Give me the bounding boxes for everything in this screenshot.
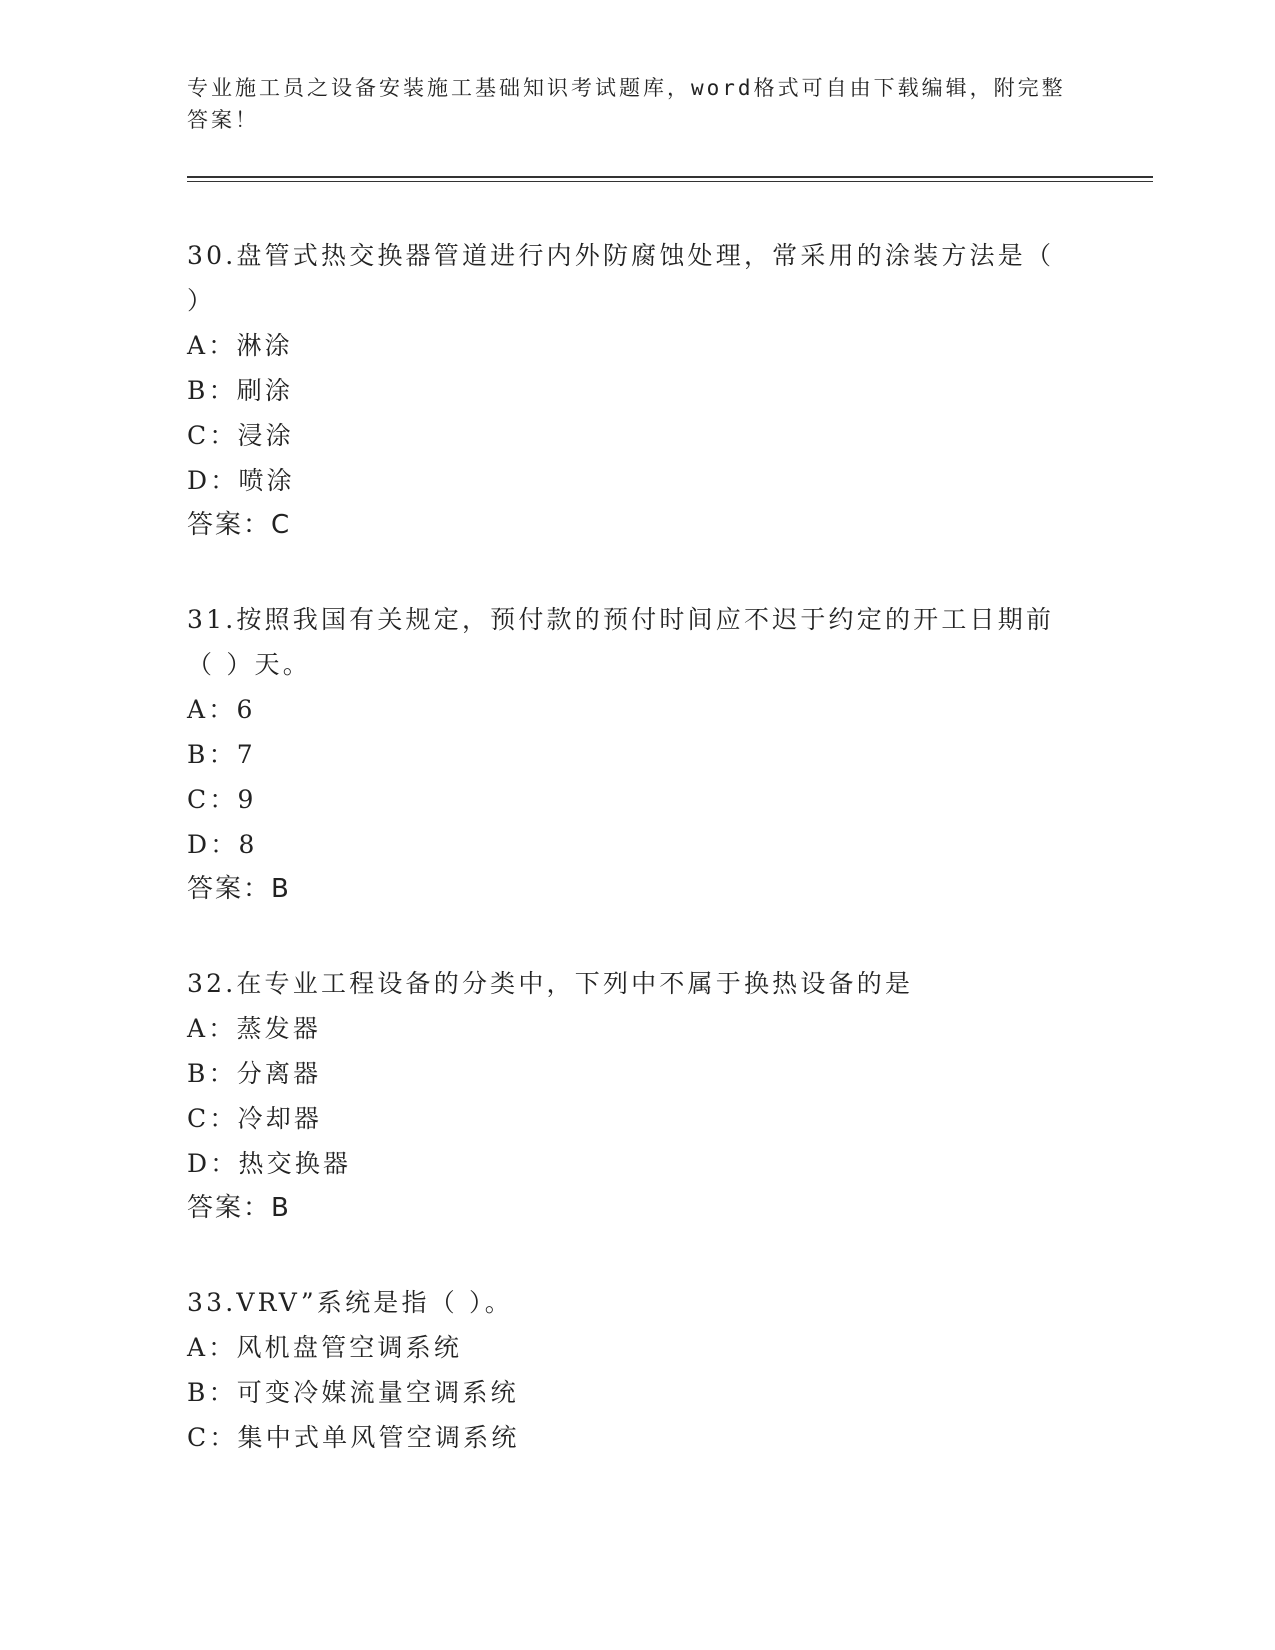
question-31 bbox=[187, 597, 1067, 912]
option-label: D： bbox=[187, 466, 239, 495]
option-value: 蒸发器 bbox=[236, 1014, 322, 1043]
answer: 答案：B bbox=[187, 1193, 291, 1223]
option-value: 9 bbox=[237, 785, 257, 814]
option-label: B： bbox=[187, 740, 237, 769]
option-label: D： bbox=[187, 830, 239, 859]
option-a bbox=[187, 1006, 1067, 1051]
option-label: A： bbox=[187, 331, 237, 360]
option-value: 可变冷媒流量空调系统 bbox=[236, 1378, 519, 1407]
option-label: C： bbox=[187, 785, 238, 814]
option-value: 淋涂 bbox=[236, 331, 293, 360]
option-a bbox=[187, 1325, 1067, 1370]
question-text: 31.按照我国有关规定，预付款的预付时间应不迟于约定的开工日期前（ ）天。 bbox=[187, 605, 1055, 679]
option-label: D： bbox=[187, 1149, 239, 1178]
document-header: 专业施工员之设备安装施工基础知识考试题库，word格式可自由下载编辑，附完整答案！ bbox=[187, 76, 1066, 132]
option-b bbox=[187, 1370, 1067, 1415]
option-label: A： bbox=[187, 695, 237, 724]
option-value: 喷涂 bbox=[238, 466, 295, 495]
option-b bbox=[187, 1051, 1067, 1096]
option-c bbox=[187, 1415, 1067, 1460]
option-label: A： bbox=[187, 1333, 237, 1362]
option-a bbox=[187, 687, 1067, 732]
option-label: A： bbox=[187, 1014, 237, 1043]
header-divider-thin bbox=[187, 181, 1153, 182]
option-c bbox=[187, 1096, 1067, 1141]
option-d bbox=[187, 822, 1067, 867]
option-b bbox=[187, 732, 1067, 777]
option-c bbox=[187, 413, 1067, 458]
option-value: 8 bbox=[238, 830, 258, 859]
option-value: 分离器 bbox=[236, 1059, 322, 1088]
question-text: 32.在专业工程设备的分类中，下列中不属于换热设备的是 bbox=[187, 969, 914, 998]
option-label: B： bbox=[187, 1378, 237, 1407]
question-text: 33.VRV”系统是指（ ）。 bbox=[187, 1288, 513, 1317]
option-value: 浸涂 bbox=[237, 421, 294, 450]
option-label: C： bbox=[187, 1104, 238, 1133]
option-b bbox=[187, 368, 1067, 413]
header-divider bbox=[187, 176, 1153, 178]
question-32 bbox=[187, 961, 1067, 1231]
option-value: 集中式单风管空调系统 bbox=[237, 1423, 520, 1452]
option-c bbox=[187, 777, 1067, 822]
option-value: 冷却器 bbox=[237, 1104, 323, 1133]
option-value: 刷涂 bbox=[236, 376, 294, 405]
option-a bbox=[187, 323, 1067, 368]
option-value: 热交换器 bbox=[238, 1149, 352, 1178]
answer: 答案：C bbox=[187, 510, 292, 540]
option-value: 7 bbox=[236, 740, 256, 769]
option-label: C： bbox=[187, 1423, 238, 1452]
answer: 答案：B bbox=[187, 874, 291, 904]
option-label: B： bbox=[187, 1059, 237, 1088]
question-text: 30.盘管式热交换器管道进行内外防腐蚀处理，常采用的涂装方法是（ ） bbox=[187, 241, 1055, 315]
question-30 bbox=[187, 233, 1067, 548]
option-label: B： bbox=[187, 376, 237, 405]
option-d bbox=[187, 1141, 1067, 1186]
option-d bbox=[187, 458, 1067, 503]
option-value: 6 bbox=[236, 695, 256, 724]
option-value: 风机盘管空调系统 bbox=[236, 1333, 463, 1362]
question-33 bbox=[187, 1280, 1067, 1460]
option-label: C： bbox=[187, 421, 238, 450]
